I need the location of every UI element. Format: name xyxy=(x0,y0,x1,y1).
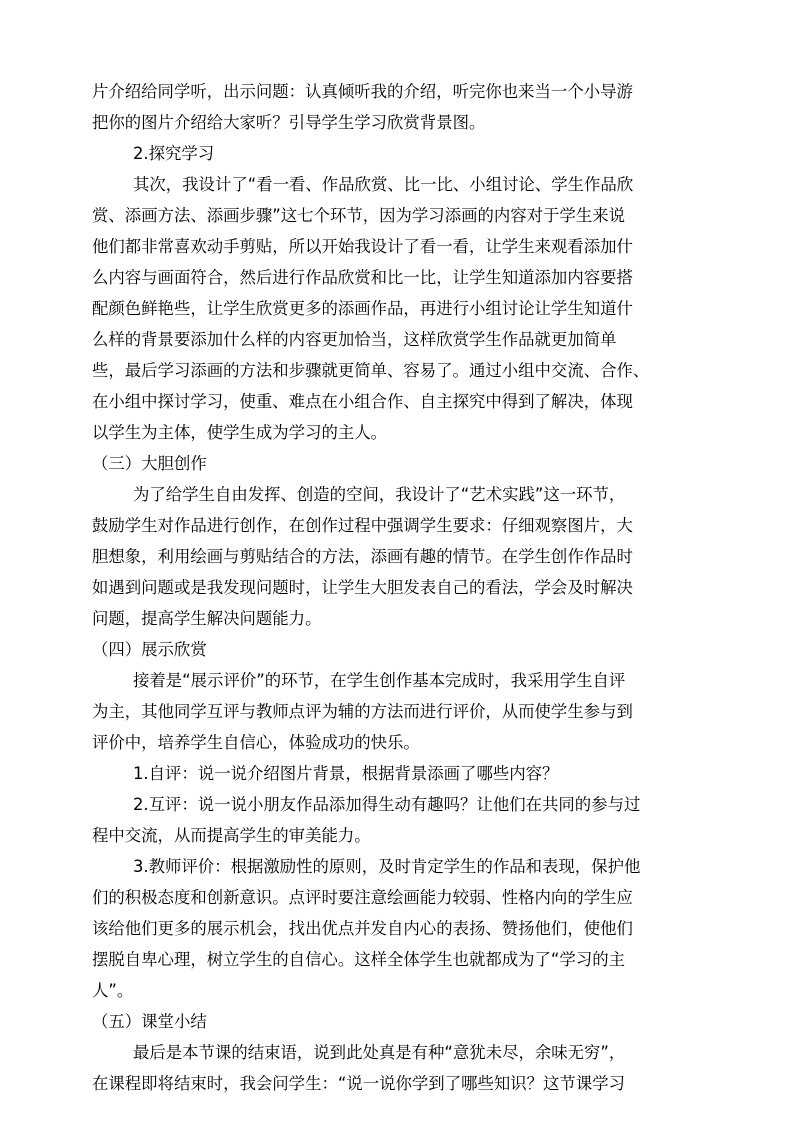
text-line xyxy=(0,946,793,974)
text-line xyxy=(0,729,793,757)
line-text: 最后是本节课的结束语，说到此处真是有种“意犹未尽，余味无穷”， xyxy=(133,1043,626,1062)
text-line xyxy=(0,791,793,819)
text-line xyxy=(0,109,793,137)
text-line xyxy=(0,295,793,323)
line-text: 赏、添画方法、添画步骤”这七个环节，因为学习添画的内容对于学生来说 xyxy=(92,206,625,225)
text-line xyxy=(0,543,793,571)
text-line xyxy=(0,357,793,385)
text-line xyxy=(0,915,793,943)
section-heading xyxy=(0,140,793,168)
text-line xyxy=(0,388,793,416)
text-line xyxy=(0,171,793,199)
text-line xyxy=(0,202,793,230)
text-line xyxy=(0,512,793,540)
line-text: 在课程即将结束时，我会问学生：“说一说你学到了哪些知识？这节课学习 xyxy=(92,1074,625,1093)
line-text: 们的积极态度和创新意识。点评时要注意绘画能力较弱、性格内向的学生应 xyxy=(92,888,633,907)
text-line xyxy=(0,760,793,788)
heading-text: 2.探究学习 xyxy=(133,144,215,163)
text-line xyxy=(0,264,793,292)
text-line xyxy=(0,419,793,447)
line-text: 在小组中探讨学习，使重、难点在小组合作、自主探究中得到了解决，体现 xyxy=(92,392,633,411)
text-line xyxy=(0,1070,793,1098)
heading-text: （四）展示欣赏 xyxy=(92,640,207,659)
line-text: 片介绍给同学听，出示问题：认真倾听我的介绍，听完你也来当一个小导游 xyxy=(92,82,633,101)
text-line xyxy=(0,481,793,509)
line-text: 以学生为主体，使学生成为学习的主人。 xyxy=(92,423,388,442)
text-line xyxy=(0,884,793,912)
text-line xyxy=(0,698,793,726)
text-line xyxy=(0,326,793,354)
text-line xyxy=(0,233,793,261)
line-text: 如遇到问题或是我发现问题时，让学生大胆发表自己的看法，学会及时解决 xyxy=(92,578,633,597)
section-heading xyxy=(0,636,793,664)
text-line xyxy=(0,78,793,106)
line-text: 其次，我设计了“看一看、作品欣赏、比一比、小组讨论、学生作品欣 xyxy=(133,175,634,194)
line-text: 该给他们更多的展示机会，找出优点并发自内心的表扬、赞扬他们，使他们 xyxy=(92,919,633,938)
heading-text: （五）课堂小结 xyxy=(92,1012,207,1031)
text-line xyxy=(0,605,793,633)
line-text: 些，最后学习添画的方法和步骤就更简单、容易了。通过小组中交流、合作、 xyxy=(92,361,650,380)
line-text: 把你的图片介绍给大家听？引导学生学习欣赏背景图。 xyxy=(92,113,486,132)
text-line xyxy=(0,977,793,1005)
line-text: 他们都非常喜欢动手剪贴，所以开始我设计了看一看，让学生来观看添加什 xyxy=(92,237,633,256)
line-text: 接着是“展示评价”的环节，在学生创作基本完成时，我采用学生自评 xyxy=(133,671,626,690)
line-text: 胆想象，利用绘画与剪贴结合的方法，添画有趣的情节。在学生创作作品时 xyxy=(92,547,633,566)
line-text: 评价中，培养学生自信心，体验成功的快乐。 xyxy=(92,733,420,752)
text-line xyxy=(0,853,793,881)
section-heading xyxy=(0,1008,793,1036)
line-text: 3.教师评价：根据激励性的原则，及时肯定学生的作品和表现，保护他 xyxy=(133,857,641,876)
text-line xyxy=(0,1039,793,1067)
line-text: 摆脱自卑心理，树立学生的自信心。这样全体学生也就都成为了“学习的主 xyxy=(92,950,625,969)
text-line xyxy=(0,667,793,695)
line-text: 鼓励学生对作品进行创作，在创作过程中强调学生要求：仔细观察图片，大 xyxy=(92,516,633,535)
line-text: 为了给学生自由发挥、创造的空间，我设计了“艺术实践”这一环节， xyxy=(133,485,626,504)
line-text: 配颜色鲜艳些，让学生欣赏更多的添画作品，再进行小组讨论让学生知道什 xyxy=(92,299,633,318)
line-text: 么样的背景要添加什么样的内容更加恰当，这样欣赏学生作品就更加简单 xyxy=(92,330,617,349)
heading-text: （三）大胆创作 xyxy=(92,454,207,473)
text-line xyxy=(0,822,793,850)
line-text: 人”。 xyxy=(92,981,134,1000)
section-heading xyxy=(0,450,793,478)
line-text: 为主，其他同学互评与教师点评为辅的方法而进行评价，从而使学生参与到 xyxy=(92,702,633,721)
line-text: 1.自评：说一说介绍图片背景，根据背景添画了哪些内容？ xyxy=(133,764,559,783)
line-text: 问题，提高学生解决问题能力。 xyxy=(92,609,322,628)
text-line xyxy=(0,574,793,602)
line-text: 么内容与画面符合，然后进行作品欣赏和比一比，让学生知道添加内容要搭 xyxy=(92,268,633,287)
line-text: 2.互评：说一说小朋友作品添加得生动有趣吗？让他们在共同的参与过 xyxy=(133,795,641,814)
line-text: 程中交流，从而提高学生的审美能力。 xyxy=(92,826,371,845)
